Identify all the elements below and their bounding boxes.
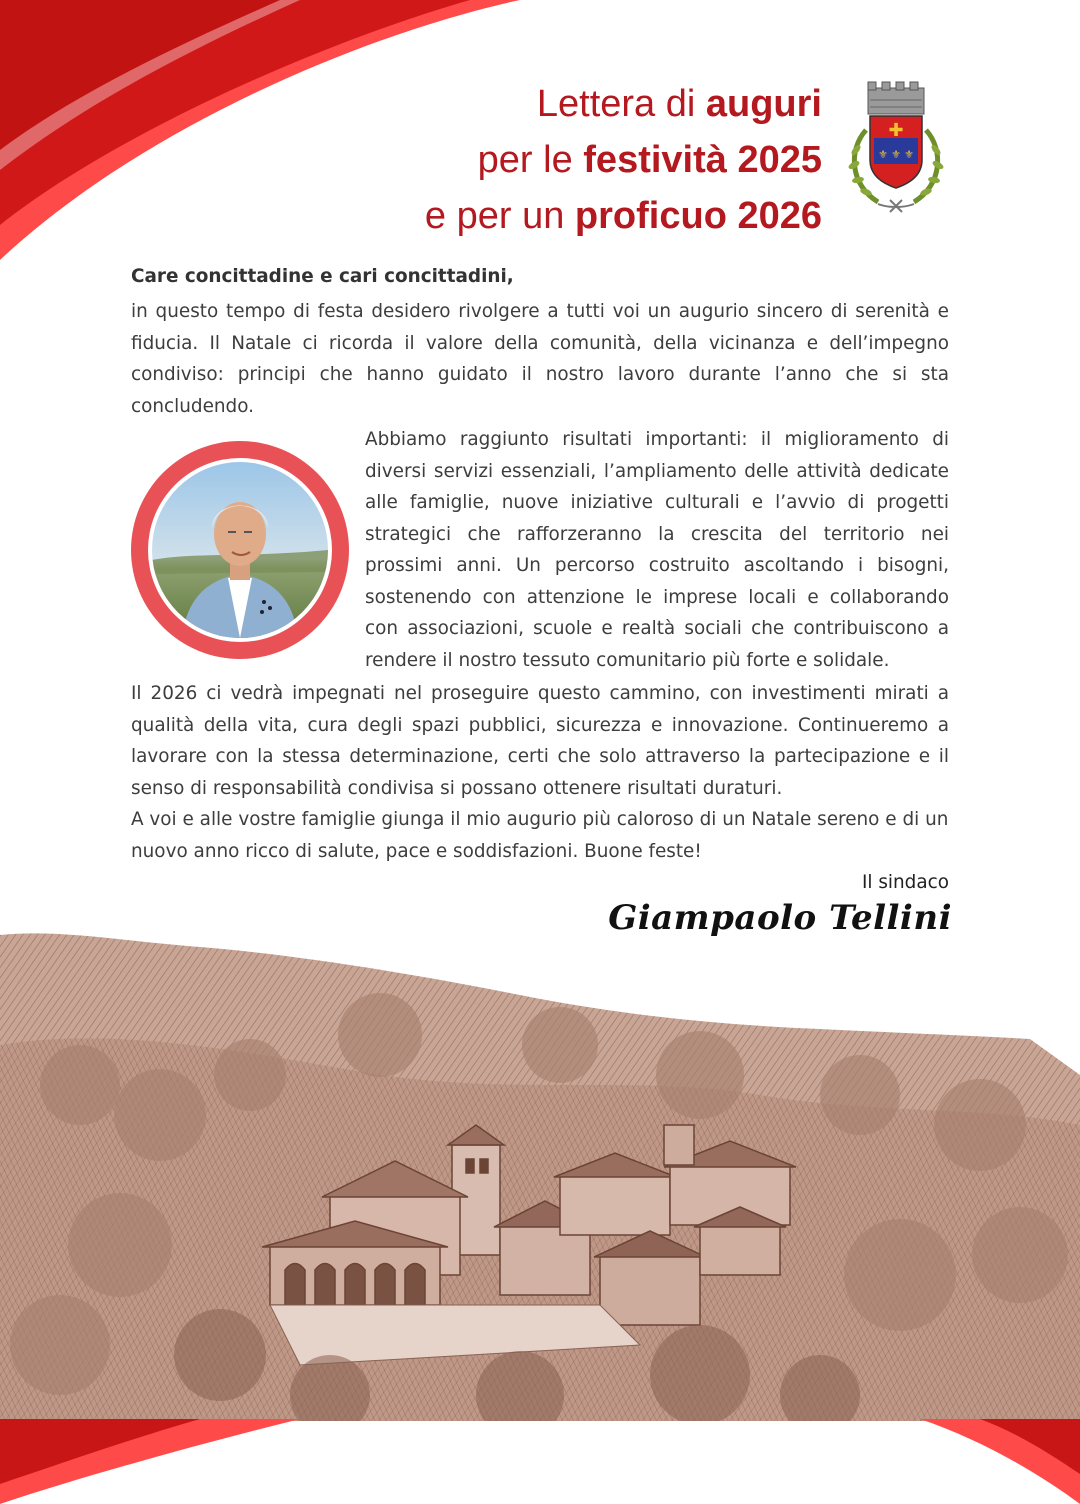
- letter-paragraph-3: Il 2026 ci vedrà impegnati nel proseguire questo cammino, con investimenti mirati a qualità della vita, cura degli spazi pubblici, sicurezza e innovazione. Continueremo a lavorare con la stessa determinazione, certi che solo attraverso la partecipazione e il senso di responsabilità condivisa si possano ottenere risultati duraturi.: [131, 683, 949, 799]
- municipal-coat-of-arms-icon: [838, 80, 954, 222]
- letter-title: [425, 76, 822, 244]
- letter-paragraph-2: Abbiamo raggiunto risultati importanti: il miglioramento di diversi servizi essenziali, l’ampliamento delle attività dedicate alle famiglie, nuove iniziative culturali e l’avvio di progetti strategici che rafforzeranno la crescita del territorio nei prossimi anni. Un percorso costruito ascoltando i bisogni, sostenendo con attenzione le imprese locali e collaborando con associazioni, scuole e realtà sociali che contribuiscono a rendere il nostro tessuto comunitario più forte e solidale.: [365, 429, 949, 671]
- red-swoosh-bottom-left-decoration: [0, 1414, 300, 1504]
- title-line-1: Lettera di auguri: [536, 83, 822, 125]
- signature-role: Il sindaco: [861, 872, 949, 893]
- title-line-3: e per un proficuo 2026: [424, 195, 822, 237]
- mayor-portrait-frame: [131, 441, 349, 659]
- letter-paragraph-4: A voi e alle vostre famiglie giunga il mio augurio più caloroso di un Natale sereno e di un nuovo anno ricco di salute, pace e soddisfazioni. Buone feste!: [131, 809, 949, 862]
- svg-text:⚜: ⚜: [904, 148, 914, 161]
- svg-text:⚜: ⚜: [891, 148, 901, 161]
- letter-paragraph-1: in questo tempo di festa desidero rivolgere a tutti voi un augurio sincero di serenità e fiducia. Il Natale ci ricorda il valore della comunità, della vicinanza e dell’impegno condiviso: principi che hanno guidato il nostro lavoro durante l’anno che si sta concludendo.: [131, 301, 949, 417]
- signature-name: Giampaolo Tellini: [608, 898, 952, 938]
- salutation: Care concittadine e cari concittadini,: [131, 266, 514, 287]
- svg-text:✚: ✚: [888, 120, 904, 141]
- village-landscape-drawing: [0, 925, 1080, 1421]
- title-line-2: per le festività 2025: [477, 139, 822, 181]
- red-swoosh-bottom-right-decoration: [920, 1414, 1080, 1504]
- mayor-portrait-photo: [152, 462, 328, 638]
- svg-text:⚜: ⚜: [878, 148, 888, 161]
